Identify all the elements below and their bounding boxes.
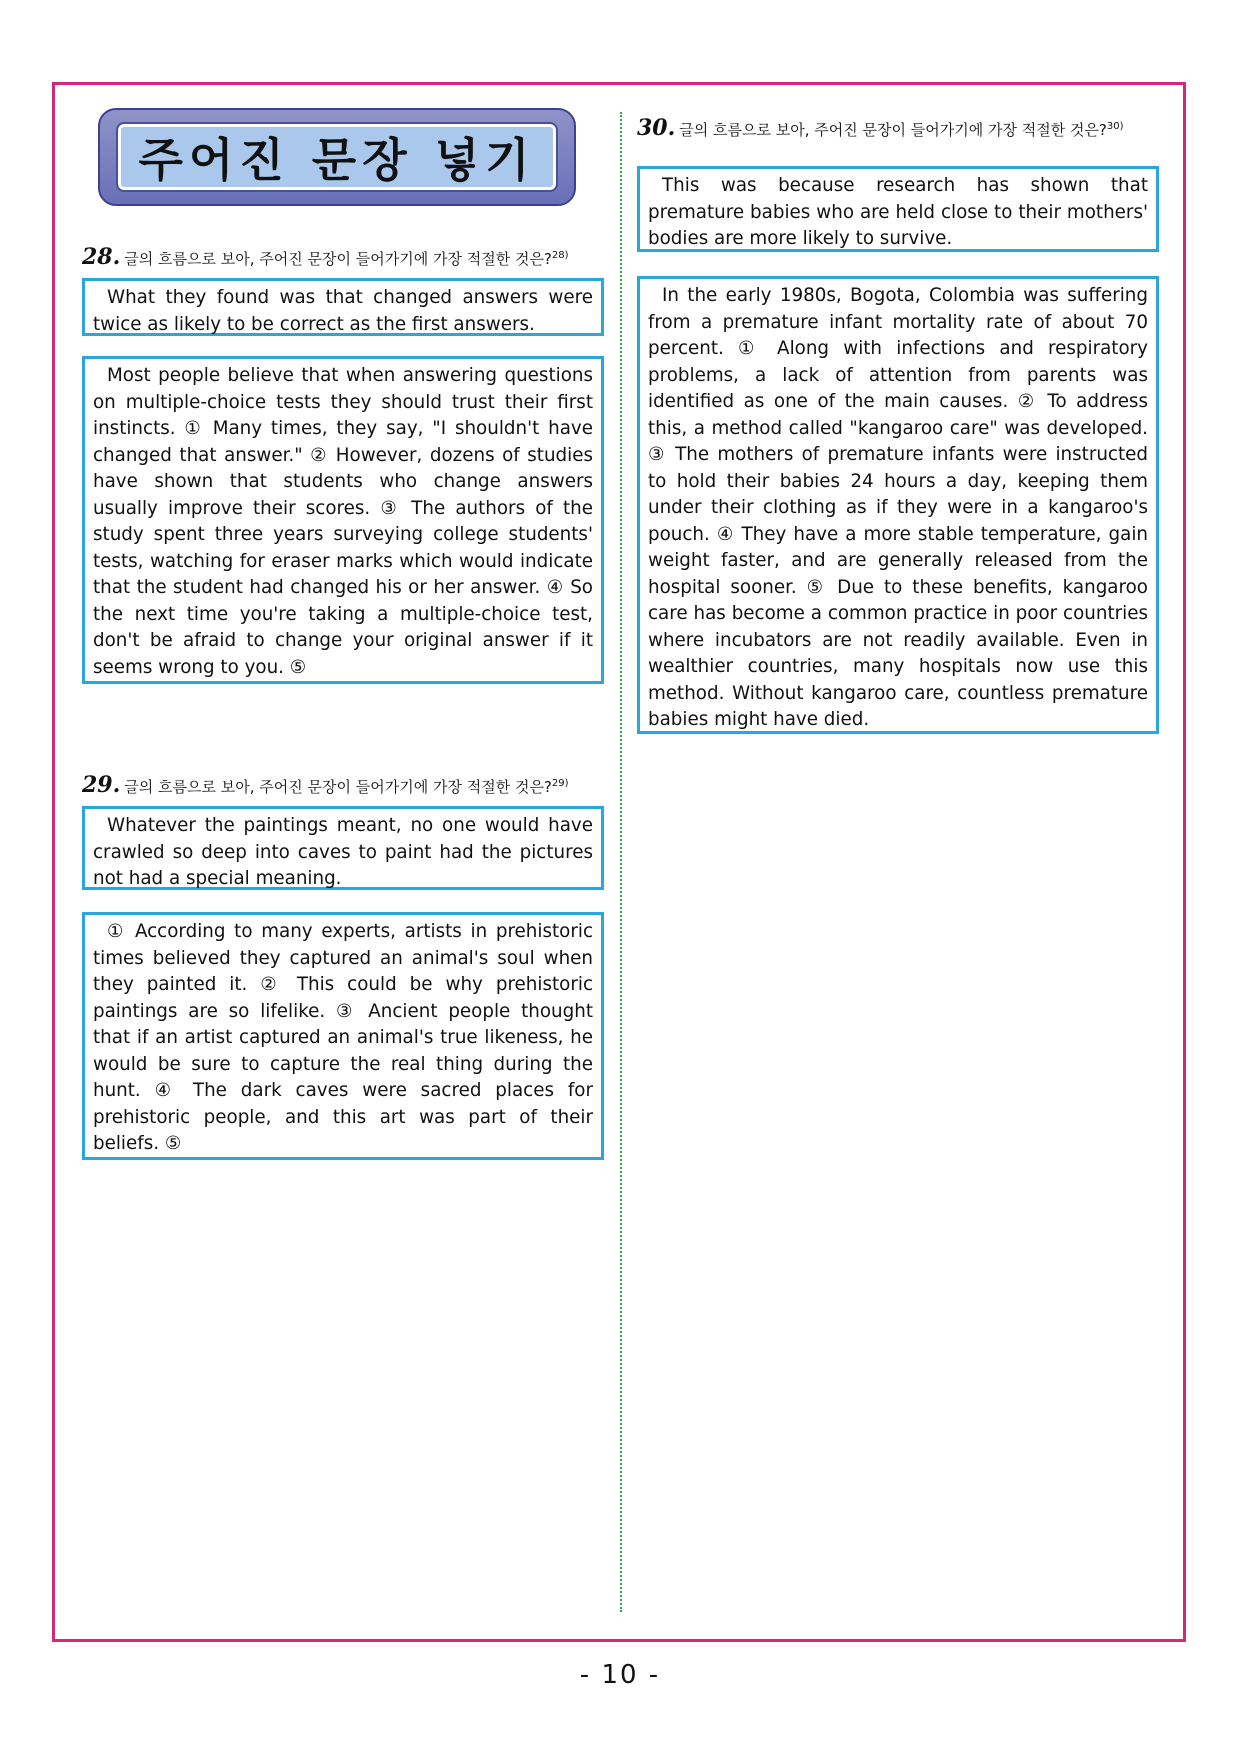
question-footnote: 28) — [551, 250, 569, 261]
passage-text: Most people believe that when answering questions on multiple-choice tests they should trust their first instincts. ① Many times, they say, "I shouldn't have changed that answer." ② However, dozens of studies have shown that students who change answers usually improve their scores. ③ The authors of the study spent three years surveying college students' tests, watching for eraser marks which would indicate that the student had changed his or her answer. ④ So the next time you're taking a multiple-choice test, don't be afraid to change your original answer if it seems wrong to you. ⑤ — [93, 365, 593, 678]
page-number: - 10 - — [579, 1660, 661, 1690]
page-title: 주어진 문장 넣기 — [138, 133, 536, 187]
question-28-heading — [82, 244, 569, 270]
question-prompt: 글의 흐름으로 보아, 주어진 문장이 들어가기에 가장 적절한 것은? — [679, 121, 1107, 139]
question-prompt: 글의 흐름으로 보아, 주어진 문장이 들어가기에 가장 적절한 것은? — [124, 250, 552, 268]
given-sentence-text: This was because research has shown that premature babies who are held close to their mothers' bodies are more likely to survive. — [648, 175, 1148, 249]
column-divider — [620, 112, 622, 1612]
question-number: 29. — [82, 772, 121, 798]
given-sentence-text: Whatever the paintings meant, no one would have crawled so deep into caves to paint had the pictures not had a special meaning. — [93, 815, 593, 889]
passage-text: In the early 1980s, Bogota, Colombia was suffering from a premature infant mortality rate of about 70 percent. ① Along with infections and respiratory problems, a lack of attention from parents was identified as one of the main causes. ② To address this, a method called "kangaroo care" was developed. ③ The mothers of premature infants were instructed to hold their babies 24 hours a day, keeping them under their clothing as if they were in a kangaroo's pouch. ④ They have a more stable temperature, gain weight faster, and are generally released from the hospital sooner. ⑤ Due to these benefits, kangaroo care has become a common practice in poor countries where incubators are not readily available. Even in wealthier countries, many hospitals now use this method. Without kangaroo care, countless premature babies might have died. — [648, 285, 1148, 730]
question-29-given-sentence — [82, 806, 604, 890]
question-30-passage — [637, 276, 1159, 734]
question-28-passage — [82, 356, 604, 684]
title-plaque-inner — [118, 124, 556, 190]
question-30-heading — [637, 116, 1159, 141]
question-number: 30. — [637, 115, 676, 141]
question-footnote: 30) — [1106, 121, 1124, 132]
question-29-passage — [82, 912, 604, 1160]
question-footnote: 29) — [551, 778, 569, 789]
question-29-heading — [82, 772, 569, 798]
question-28-given-sentence — [82, 278, 604, 336]
passage-text: ① According to many experts, artists in prehistoric times believed they captured an animal's soul when they painted it. ② This could be why prehistoric paintings are so lifelike. ③ Ancient people thought that if an artist captured an animal's true likeness, he would be sure to capture the real thing during the hunt. ④ The dark caves were sacred places for prehistoric people, and this art was part of their beliefs. ⑤ — [93, 921, 593, 1154]
given-sentence-text: What they found was that changed answers were twice as likely to be correct as the first answers. — [93, 287, 593, 335]
question-30-given-sentence — [637, 166, 1159, 252]
question-prompt: 글의 흐름으로 보아, 주어진 문장이 들어가기에 가장 적절한 것은? — [124, 778, 552, 796]
title-plaque — [98, 108, 576, 206]
question-number: 28. — [82, 244, 121, 270]
